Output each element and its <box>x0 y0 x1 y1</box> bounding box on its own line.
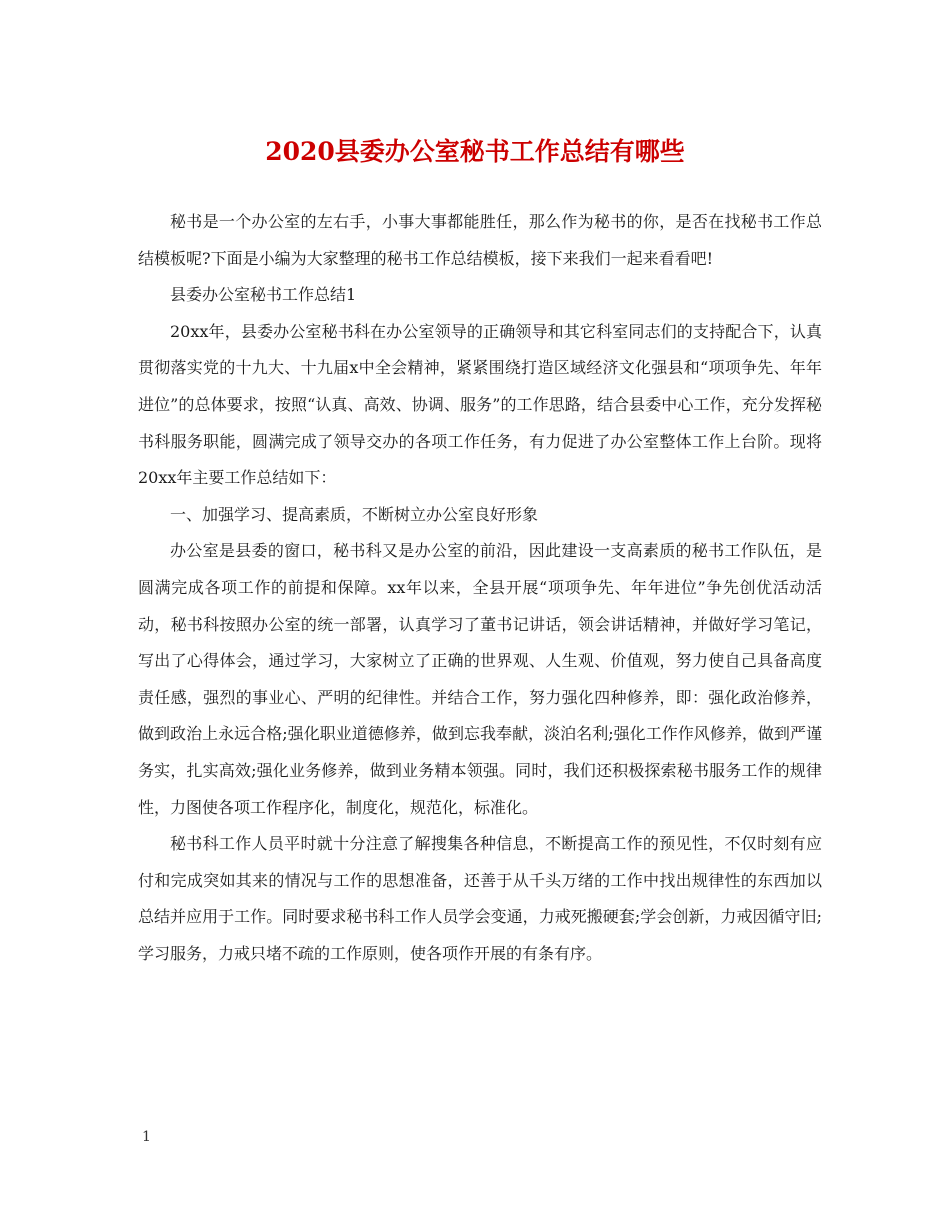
document-title: 2020县委办公室秘书工作总结有哪些 <box>265 137 685 166</box>
paragraph-study: 办公室是县委的窗口，秘书科又是办公室的前沿，因此建设一支高素质的秘书工作队伍，是圆满完成各项工作的前提和保障。xx年以来，全县开展“项项争先、年年进位”争先创优活动活动，秘书科按照办公室的统一部署，认真学习了董书记讲话，领会讲话精神，并做好学习笔记，写出了心得体会，通过学习，大家树立了正确的世界观、人生观、价值观，努力使自己具备高度责任感，强烈的事业心、严明的纪律性。并结合工作，努力强化四种修养，即：强化政治修养，做到政治上永远合格;强化职业道德修养，做到忘我奉献，淡泊名利;强化工作作风修养，做到严谨务实，扎实高效;强化业务修养，做到业务精本领强。同时，我们还积极探索秘书服务工作的规律性，力图使各项工作程序化，制度化，规范化，标准化。 <box>138 541 822 817</box>
paragraph-overview: 20xx年，县委办公室秘书科在办公室领导的正确领导和其它科室同志们的支持配合下，认真贯彻落实党的十九大、十九届x中全会精神，紧紧围绕打造区域经济文化强县和“项项争先、年年进位”的总体要求，按照“认真、高效、协调、服务”的工作思路，结合县委中心工作，充分发挥秘书科服务职能，圆满完成了领导交办的各项工作任务，有力促进了办公室整体工作上台阶。现将20xx年主要工作总结如下： <box>138 321 822 488</box>
page-number: 1 <box>142 1129 151 1145</box>
paragraph-information: 秘书科工作人员平时就十分注意了解搜集各种信息，不断提高工作的预见性，不仅时刻有应付和完成突如其来的情况与工作的思想准备，还善于从千头万绪的工作中找出规律性的东西加以总结并应用于工作。同时要求秘书科工作人员学会变通，力戒死搬硬套;学会创新，力戒因循守旧;学习服务，力戒只堵不疏的工作原则，使各项作开展的有条有序。 <box>138 834 822 963</box>
paragraph-intro: 秘书是一个办公室的左右手，小事大事都能胜任，那么作为秘书的你，是否在找秘书工作总结模板呢?下面是小编为大家整理的秘书工作总结模板，接下来我们一起来看看吧! <box>138 212 822 268</box>
document-body <box>138 204 822 972</box>
section-heading-summary-1: 县委办公室秘书工作总结1 <box>170 285 357 305</box>
section-heading-study: 一、加强学习、提高素质，不断树立办公室良好形象 <box>170 504 539 524</box>
